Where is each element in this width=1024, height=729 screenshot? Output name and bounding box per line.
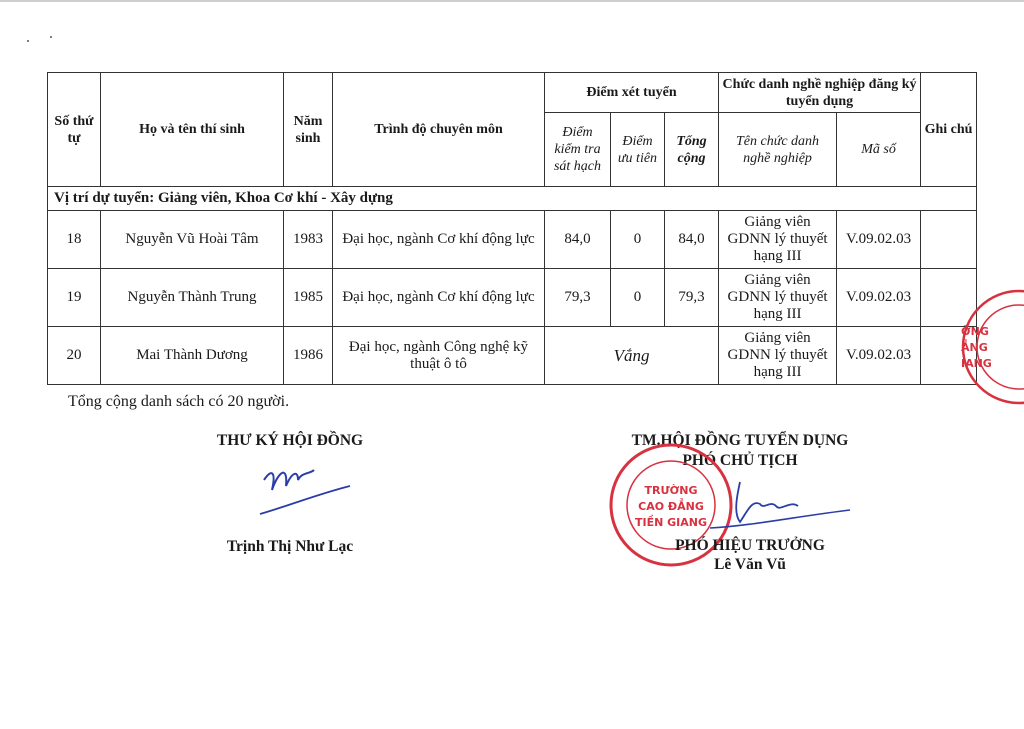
cell-qualification: Đại học, ngành Cơ khí động lực — [333, 269, 545, 327]
secretary-name: Trịnh Thị Như Lạc — [226, 538, 354, 555]
svg-text:ỜNG: ỜNG — [961, 325, 989, 338]
table-row — [48, 211, 977, 269]
cell-stt: 18 — [48, 211, 101, 269]
candidate-table — [47, 72, 977, 385]
secretary-title: THƯ KÝ HỘI ĐỒNG — [216, 432, 364, 449]
scan-speck — [50, 36, 52, 38]
cell-year: 1986 — [284, 327, 333, 385]
header-year: Năm sinh — [284, 73, 333, 187]
header-stt: Số thứ tự — [48, 73, 101, 187]
cell-position: Giảng viên GDNN lý thuyết hạng III — [719, 269, 837, 327]
stamp-line-2: CAO ĐẲNG — [638, 500, 704, 513]
cell-stt: 19 — [48, 269, 101, 327]
header-score-total: Tổng cộng — [665, 113, 719, 187]
table-row — [48, 327, 977, 385]
cell-code: V.09.02.03 — [837, 327, 921, 385]
cell-total-score: 84,0 — [665, 211, 719, 269]
cell-code: V.09.02.03 — [837, 269, 921, 327]
cell-priority-score: 0 — [611, 269, 665, 327]
side-stamp — [955, 285, 1024, 410]
summary-text: Tổng cộng danh sách có 20 người. — [68, 393, 290, 410]
header-name: Họ và tên thí sinh — [101, 73, 284, 187]
header-score-exam: Điểm kiểm tra sát hạch — [545, 113, 611, 187]
secretary-signature — [258, 450, 358, 520]
cell-qualification: Đại học, ngành Công nghệ kỹ thuật ô tô — [333, 327, 545, 385]
stamp-line-3: TIỀN GIANG — [634, 516, 708, 529]
council-role: PHÓ HIỆU TRƯỞNG — [675, 537, 825, 554]
stamp-line-1: TRƯỜNG — [644, 484, 698, 497]
header-score-priority: Điểm ưu tiên — [611, 113, 665, 187]
council-name: Lê Văn Vũ — [714, 556, 786, 573]
scan-speck — [27, 40, 29, 42]
cell-total-score: 79,3 — [665, 269, 719, 327]
svg-text:IANG: IANG — [961, 357, 992, 370]
cell-name: Nguyễn Thành Trung — [101, 269, 284, 327]
header-note: Ghi chú — [921, 73, 977, 187]
header-position-name: Tên chức danh nghề nghiệp — [719, 113, 837, 187]
cell-priority-score: 0 — [611, 211, 665, 269]
cell-stt: 20 — [48, 327, 101, 385]
cell-name: Mai Thành Dương — [101, 327, 284, 385]
header-position-code: Mã số — [837, 113, 921, 187]
header-score-group: Điểm xét tuyển — [545, 73, 719, 113]
cell-qualification: Đại học, ngành Cơ khí động lực — [333, 211, 545, 269]
header-position-group: Chức danh nghề nghiệp đăng ký tuyển dụng — [719, 73, 921, 113]
svg-text:ẲNG: ẲNG — [961, 341, 988, 354]
table-row — [48, 269, 977, 327]
cell-name: Nguyễn Vũ Hoài Tâm — [101, 211, 284, 269]
cell-year: 1983 — [284, 211, 333, 269]
cell-position: Giảng viên GDNN lý thuyết hạng III — [719, 327, 837, 385]
cell-absent: Vắng — [545, 327, 719, 385]
page-top-edge — [0, 0, 1024, 2]
section-title: Vị trí dự tuyển: Giảng viên, Khoa Cơ khí - Xây dựng — [48, 187, 977, 211]
council-signature — [700, 470, 860, 540]
cell-exam-score: 79,3 — [545, 269, 611, 327]
cell-note — [921, 211, 977, 269]
council-subtitle: PHÓ CHỦ TỊCH — [682, 452, 798, 469]
cell-code: V.09.02.03 — [837, 211, 921, 269]
cell-position: Giảng viên GDNN lý thuyết hạng III — [719, 211, 837, 269]
council-title: TM.HỘI ĐỒNG TUYỂN DỤNG — [631, 432, 849, 449]
cell-year: 1985 — [284, 269, 333, 327]
header-qualification: Trình độ chuyên môn — [333, 73, 545, 187]
cell-exam-score: 84,0 — [545, 211, 611, 269]
